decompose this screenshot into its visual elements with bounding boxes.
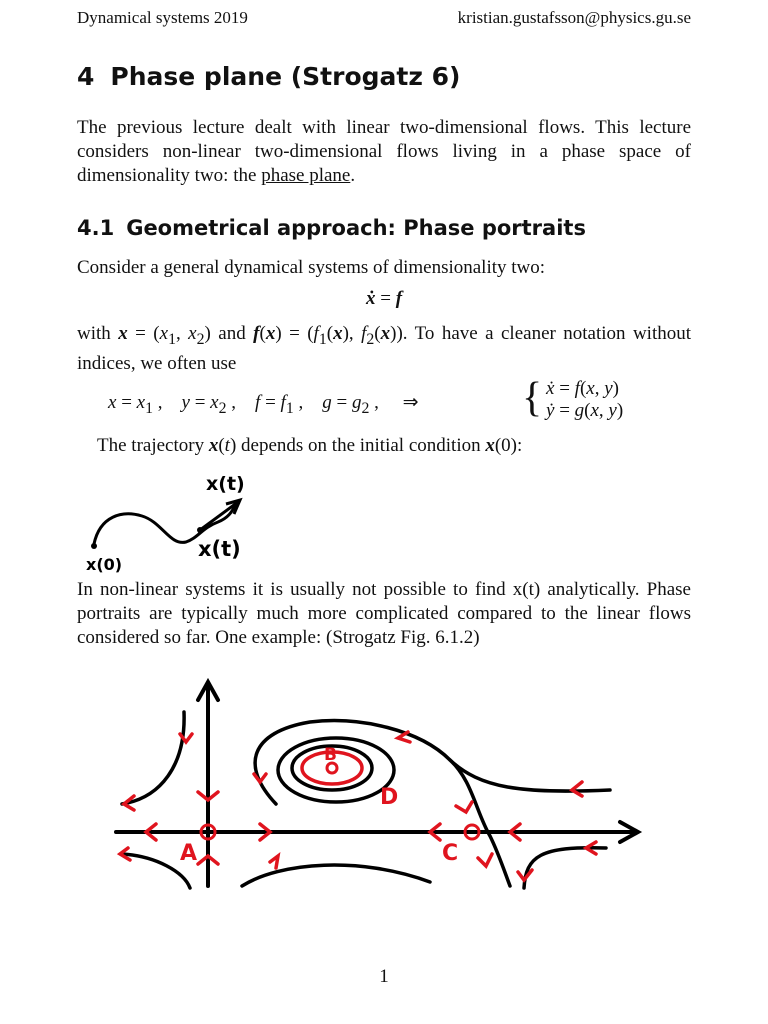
arrow-right-incoming bbox=[572, 782, 582, 796]
page-header bbox=[77, 8, 691, 32]
current-point bbox=[197, 527, 203, 533]
phase-portrait bbox=[100, 676, 660, 892]
trajectory-sketch bbox=[82, 466, 262, 574]
trajectory-text-c: : bbox=[517, 435, 523, 456]
with-text-a: with bbox=[77, 323, 119, 344]
sketch-label-bottom: x(t) bbox=[198, 537, 241, 561]
portrait-labels bbox=[180, 745, 458, 866]
intro-text: The previous lecture dealt with linear two-dimensional flows. This lecture considers non-linear two-dimensional flows living in a phase space of dimensionality two: the bbox=[77, 117, 691, 186]
trajectory-text-b: depends on the initial condition bbox=[236, 435, 486, 456]
phase-plane-term: phase plane bbox=[261, 165, 351, 186]
sketch-label-top: x(t) bbox=[206, 473, 245, 495]
intro-end: . bbox=[350, 165, 356, 186]
intro-paragraph bbox=[77, 116, 691, 188]
trajectory-paragraph: The trajectory x(t) depends on the initial condition x(0): bbox=[97, 435, 523, 456]
arrow-c-down bbox=[478, 854, 492, 866]
system-brace: { bbox=[522, 375, 543, 421]
sketch-label-start: x(0) bbox=[86, 555, 123, 574]
section-title-text: Phase plane (Strogatz 6) bbox=[110, 62, 461, 91]
label-c: C bbox=[442, 841, 459, 866]
arrow-outer-top bbox=[398, 732, 410, 742]
subsection-title bbox=[77, 216, 586, 240]
label-d: D bbox=[380, 785, 399, 810]
equation-xdot-f: ẋ = f bbox=[366, 288, 403, 309]
label-b: B bbox=[324, 745, 337, 765]
traj-right-incoming bbox=[450, 760, 610, 791]
system-equations: ẋ = f(x, y) ẏ = g(x, y) bbox=[546, 378, 624, 421]
section-title bbox=[77, 62, 460, 91]
consider-paragraph: Consider a general dynamical systems of dimensionality two: bbox=[77, 257, 546, 278]
with-text-c: . To have a cleaner notation without indices, we often use bbox=[77, 323, 692, 374]
initial-point bbox=[91, 543, 97, 549]
author-email: kristian.gustafsson@physics.gu.se bbox=[457, 8, 691, 27]
tangent-arrow bbox=[200, 502, 238, 530]
trajectory-text-a: The trajectory bbox=[97, 435, 209, 456]
traj-upper-left bbox=[122, 712, 184, 804]
arrow-lower-middle bbox=[270, 856, 278, 868]
with-paragraph: with $x = (x_1$, $x_2$) and $f(x) = (f_1(x)$, $f_2(x)$). To have a cleaner notation without indices, we often use bbox=[77, 323, 692, 374]
arrow-d bbox=[456, 802, 472, 812]
traj-lower-middle bbox=[242, 865, 430, 886]
arrow-outer-left bbox=[254, 774, 266, 782]
nonlinear-paragraph: In non-linear systems it is usually not possible to find x(t) analytically. Phase portraits are typically much more complicated compared to the linear flows considered so far. One example: (Strogatz Fig. 6.1.2) bbox=[77, 579, 691, 648]
page-number: 1 bbox=[379, 966, 389, 987]
label-a: A bbox=[180, 841, 198, 866]
notation-equation: $x = x_1$ , $y = x_2$ , $f = f_1$ , $g = g_2$ , ⇒ bbox=[108, 392, 419, 417]
course-title: Dynamical systems 2019 bbox=[77, 8, 248, 27]
subsection-number: 4.1 bbox=[77, 216, 115, 240]
section-number: 4 bbox=[77, 62, 95, 91]
with-text-b: and bbox=[210, 323, 254, 344]
subsection-title-text: Geometrical approach: Phase portraits bbox=[126, 216, 586, 240]
